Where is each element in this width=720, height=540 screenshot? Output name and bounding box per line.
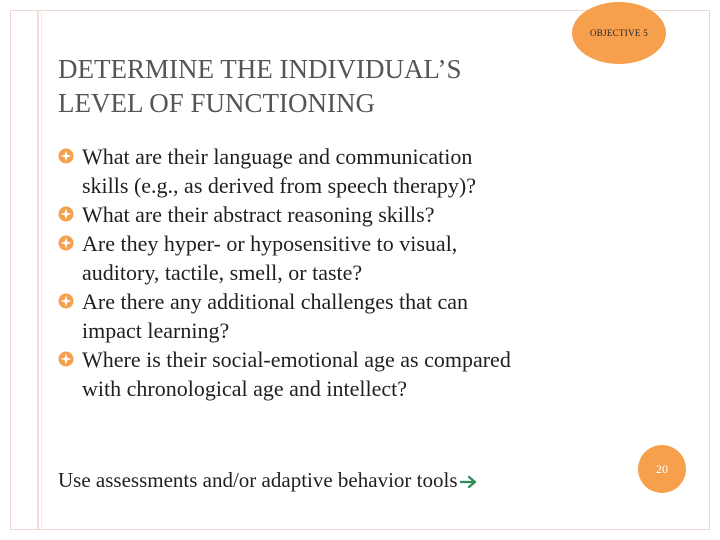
bullet-text-line-1: Are there any additional challenges that can [82,289,469,314]
flower-bullet-icon [58,351,74,367]
bullet-text-line-1: What are their abstract reasoning skills? [82,202,435,227]
flower-bullet-icon [58,293,74,309]
slide-title-line-1: DETERMINE THE INDIVIDUAL’S [58,54,462,84]
flower-bullet-icon [58,235,74,251]
bullet-list [58,142,638,403]
flower-bullet-icon [58,148,74,164]
footer-text: Use assessments and/or adaptive behavior tools [58,468,458,492]
bullet-text-line-2: with chronological age and intellect? [82,376,407,401]
slide-title-line-2: LEVEL OF FUNCTIONING [58,88,375,118]
bullet-text-line-2: auditory, tactile, smell, or taste? [82,260,363,285]
bullet-text-line-1: Where is their social-emotional age as compared [82,347,511,372]
bullet-text-line-1: What are their language and communication [82,144,473,169]
page-number: 20 [656,461,668,476]
footer-note [58,468,478,493]
bullet-item [58,200,638,229]
left-decor-rule-thin [41,10,42,530]
flower-bullet-icon [58,206,74,222]
page-number-badge [638,445,686,493]
objective-badge [572,2,666,64]
bullet-text-line-2: impact learning? [82,318,230,343]
right-arrow-icon [460,475,478,489]
slide-title [58,52,578,120]
left-decor-rule [37,10,39,530]
bullet-item [58,229,638,287]
bullet-text-line-2: skills (e.g., as derived from speech therapy)? [82,173,477,198]
objective-badge-label: OBJECTIVE 5 [589,28,649,38]
bullet-text-line-1: Are they hyper- or hyposensitive to visual, [82,231,458,256]
bullet-item [58,287,638,345]
bullet-item [58,345,638,403]
bullet-item [58,142,638,200]
